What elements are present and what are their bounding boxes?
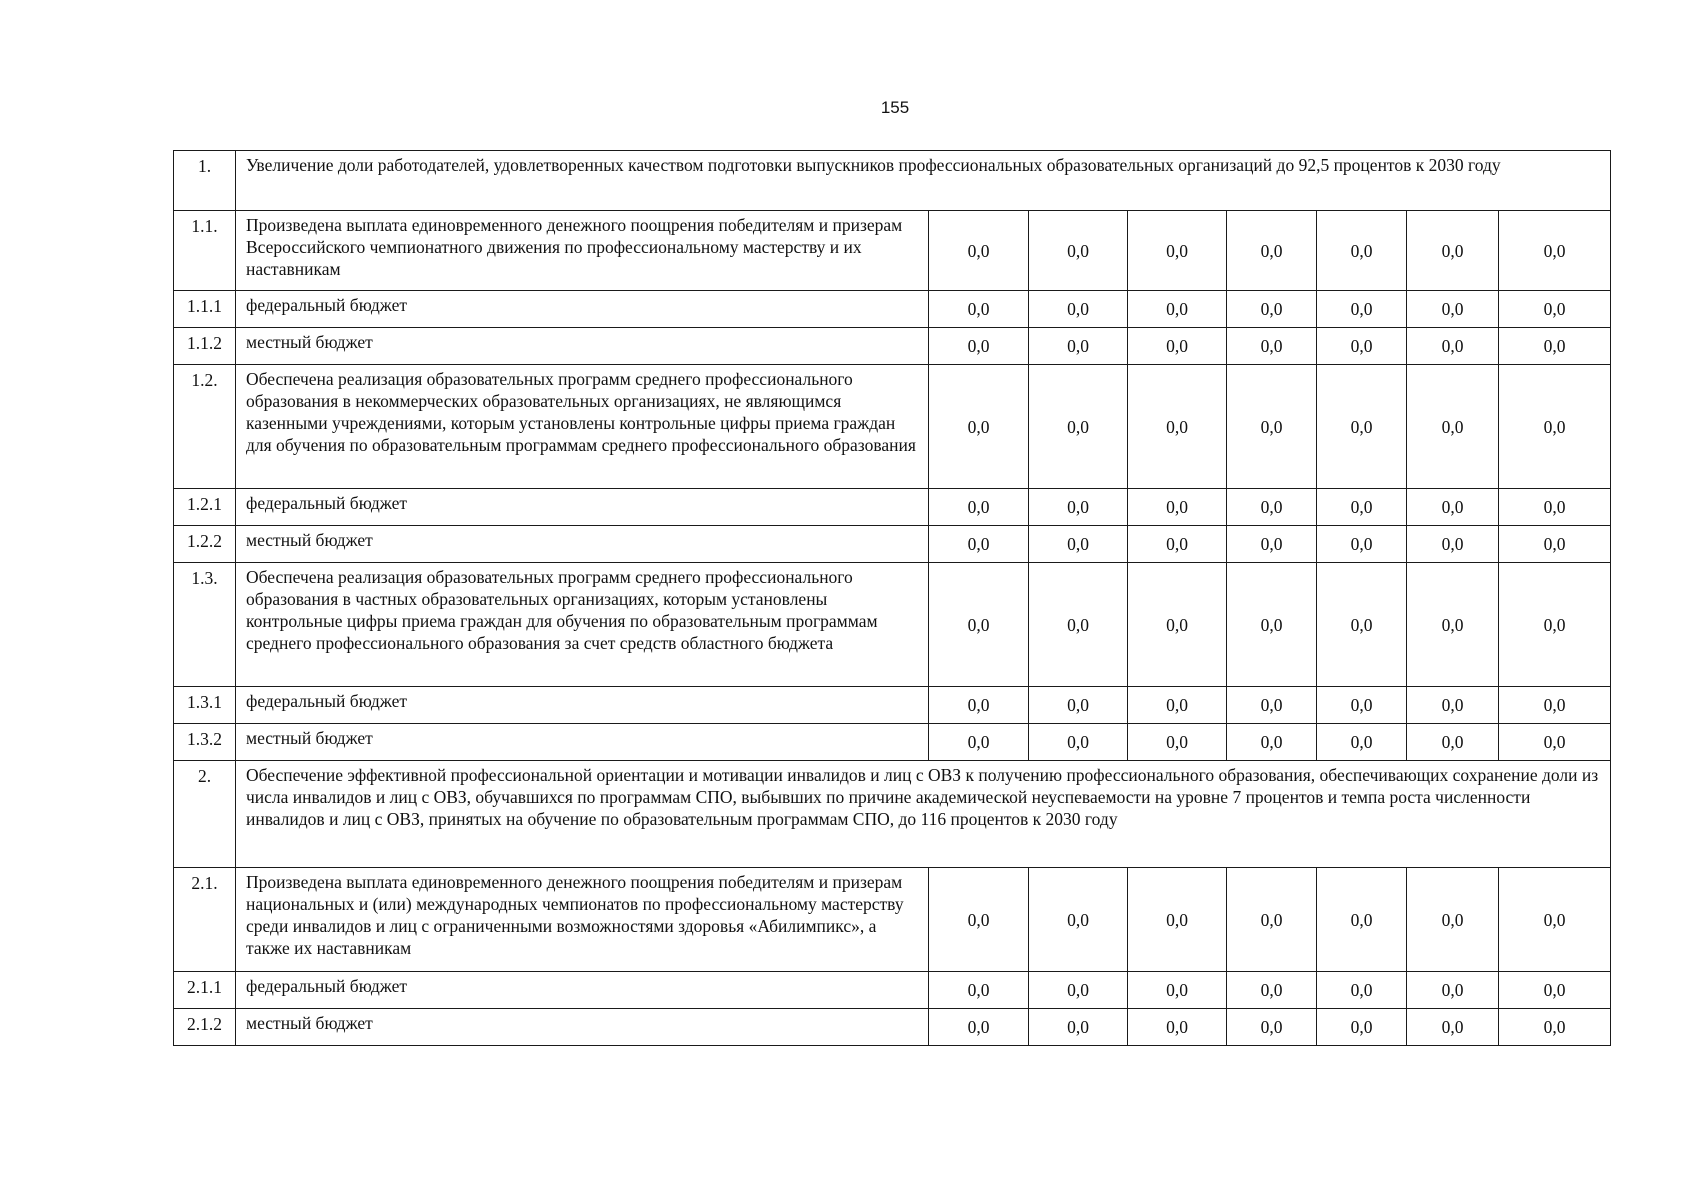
value-cell: 0,0 (1317, 563, 1407, 687)
row-description: местный бюджет (236, 1009, 929, 1046)
value-cell: 0,0 (1227, 1009, 1317, 1046)
budget-source-row (174, 291, 1611, 328)
value-cell: 0,0 (1128, 868, 1227, 972)
value-cell: 0,0 (1317, 489, 1407, 526)
row-number: 1.1.1 (174, 291, 236, 328)
row-number: 1.2.1 (174, 489, 236, 526)
row-number: 1.2. (174, 365, 236, 489)
value-cell: 0,0 (1407, 211, 1499, 291)
value-cell: 0,0 (1227, 687, 1317, 724)
budget-source-row (174, 328, 1611, 365)
value-cell: 0,0 (1407, 868, 1499, 972)
value-cell: 0,0 (929, 291, 1029, 328)
row-number: 1.3.1 (174, 687, 236, 724)
value-cell: 0,0 (1029, 291, 1128, 328)
budget-source-row (174, 1009, 1611, 1046)
value-cell: 0,0 (1499, 291, 1611, 328)
value-cell: 0,0 (1499, 489, 1611, 526)
value-cell: 0,0 (1128, 563, 1227, 687)
value-cell: 0,0 (1499, 1009, 1611, 1046)
value-cell: 0,0 (1029, 526, 1128, 563)
row-number: 1.3.2 (174, 724, 236, 761)
value-cell: 0,0 (1317, 291, 1407, 328)
value-cell: 0,0 (1317, 1009, 1407, 1046)
value-cell: 0,0 (1317, 526, 1407, 563)
value-cell: 0,0 (1029, 687, 1128, 724)
value-cell: 0,0 (929, 868, 1029, 972)
value-cell: 0,0 (1227, 563, 1317, 687)
value-cell: 0,0 (1499, 724, 1611, 761)
value-cell: 0,0 (1029, 328, 1128, 365)
row-description: местный бюджет (236, 724, 929, 761)
item-row (174, 365, 1611, 489)
value-cell: 0,0 (1407, 291, 1499, 328)
value-cell: 0,0 (1317, 724, 1407, 761)
value-cell: 0,0 (1317, 868, 1407, 972)
value-cell: 0,0 (1128, 1009, 1227, 1046)
value-cell: 0,0 (1499, 687, 1611, 724)
row-number: 1. (174, 151, 236, 211)
row-description: Произведена выплата единовременного денежного поощрения победителям и призерам Всероссийского чемпионатного движения по профессиональному мастерству и их наставникам (236, 211, 929, 291)
page-number: 155 (880, 98, 910, 117)
row-description: Обеспечена реализация образовательных программ среднего профессионального образования в частных образовательных организациях, которым установлены контрольные цифры приема граждан для обучения по образовательным программам среднего профессионального образования за счет средств областного бюджета (236, 563, 929, 687)
value-cell: 0,0 (1407, 1009, 1499, 1046)
value-cell: 0,0 (929, 526, 1029, 563)
value-cell: 0,0 (1029, 211, 1128, 291)
row-description: федеральный бюджет (236, 687, 929, 724)
value-cell: 0,0 (1499, 211, 1611, 291)
item-row (174, 563, 1611, 687)
row-number: 2.1.1 (174, 972, 236, 1009)
value-cell: 0,0 (1128, 724, 1227, 761)
row-number: 1.2.2 (174, 526, 236, 563)
value-cell: 0,0 (929, 211, 1029, 291)
value-cell: 0,0 (1499, 526, 1611, 563)
value-cell: 0,0 (929, 1009, 1029, 1046)
value-cell: 0,0 (1128, 687, 1227, 724)
value-cell: 0,0 (1499, 328, 1611, 365)
row-description: федеральный бюджет (236, 291, 929, 328)
value-cell: 0,0 (1499, 868, 1611, 972)
item-row (174, 868, 1611, 972)
item-row (174, 211, 1611, 291)
value-cell: 0,0 (1407, 724, 1499, 761)
value-cell: 0,0 (1407, 687, 1499, 724)
value-cell: 0,0 (1128, 526, 1227, 563)
value-cell: 0,0 (1227, 328, 1317, 365)
value-cell: 0,0 (1029, 489, 1128, 526)
row-number: 1.1.2 (174, 328, 236, 365)
row-description: Произведена выплата единовременного денежного поощрения победителям и призерам национальных и (или) международных чемпионатов по профессиональному мастерству среди инвалидов и лиц с ограниченными возможностями здоровья «Абилимпикс», а также их наставникам (236, 868, 929, 972)
value-cell: 0,0 (1499, 563, 1611, 687)
budget-source-row (174, 526, 1611, 563)
value-cell: 0,0 (1029, 563, 1128, 687)
row-description: Обеспечена реализация образовательных программ среднего профессионального образования в некоммерческих образовательных организациях, не являющимся казенными учреждениями, которым установлены контрольные цифры приема граждан для обучения по образовательным программам среднего профессионального образования (236, 365, 929, 489)
value-cell: 0,0 (929, 724, 1029, 761)
value-cell: 0,0 (1227, 365, 1317, 489)
value-cell: 0,0 (1128, 972, 1227, 1009)
value-cell: 0,0 (1029, 972, 1128, 1009)
row-number: 2.1. (174, 868, 236, 972)
value-cell: 0,0 (1128, 211, 1227, 291)
value-cell: 0,0 (1407, 489, 1499, 526)
value-cell: 0,0 (1029, 724, 1128, 761)
value-cell: 0,0 (929, 563, 1029, 687)
value-cell: 0,0 (1407, 972, 1499, 1009)
goal-text: Обеспечение эффективной профессиональной ориентации и мотивации инвалидов и лиц с ОВЗ к получению профессионального образования, обеспечивающих сохранение доли из числа инвалидов и лиц с ОВЗ, обучавшихся по программам СПО, выбывших по причине академической неуспеваемости на уровне 7 процентов и темпа роста численности инвалидов и лиц с ОВЗ, принятых на обучение по образовательным программам СПО, до 116 процентов к 2030 году (236, 761, 1611, 868)
value-cell: 0,0 (1407, 328, 1499, 365)
value-cell: 0,0 (1317, 972, 1407, 1009)
value-cell: 0,0 (1128, 328, 1227, 365)
value-cell: 0,0 (1128, 291, 1227, 328)
row-number: 2.1.2 (174, 1009, 236, 1046)
row-number: 2. (174, 761, 236, 868)
value-cell: 0,0 (1317, 328, 1407, 365)
row-number: 1.3. (174, 563, 236, 687)
value-cell: 0,0 (1227, 211, 1317, 291)
budget-source-row (174, 687, 1611, 724)
value-cell: 0,0 (1317, 211, 1407, 291)
value-cell: 0,0 (929, 972, 1029, 1009)
value-cell: 0,0 (1227, 526, 1317, 563)
value-cell: 0,0 (1407, 365, 1499, 489)
value-cell: 0,0 (1029, 365, 1128, 489)
value-cell: 0,0 (1407, 526, 1499, 563)
value-cell: 0,0 (1128, 365, 1227, 489)
value-cell: 0,0 (1227, 291, 1317, 328)
value-cell: 0,0 (1227, 489, 1317, 526)
row-description: местный бюджет (236, 526, 929, 563)
value-cell: 0,0 (1317, 365, 1407, 489)
budget-source-row (174, 972, 1611, 1009)
value-cell: 0,0 (1499, 365, 1611, 489)
value-cell: 0,0 (929, 365, 1029, 489)
row-number: 1.1. (174, 211, 236, 291)
budget-source-row (174, 489, 1611, 526)
goal-text: Увеличение доли работодателей, удовлетворенных качеством подготовки выпускников профессиональных образовательных организаций до 92,5 процентов к 2030 году (236, 151, 1611, 211)
goal-row (174, 761, 1611, 868)
value-cell: 0,0 (1029, 1009, 1128, 1046)
value-cell: 0,0 (1227, 724, 1317, 761)
value-cell: 0,0 (929, 328, 1029, 365)
value-cell: 0,0 (1227, 868, 1317, 972)
budget-source-row (174, 724, 1611, 761)
value-cell: 0,0 (1499, 972, 1611, 1009)
value-cell: 0,0 (1029, 868, 1128, 972)
value-cell: 0,0 (929, 489, 1029, 526)
goal-row (174, 151, 1611, 211)
value-cell: 0,0 (1317, 687, 1407, 724)
budget-table (173, 150, 1611, 1046)
value-cell: 0,0 (929, 687, 1029, 724)
row-description: федеральный бюджет (236, 972, 929, 1009)
value-cell: 0,0 (1128, 489, 1227, 526)
value-cell: 0,0 (1407, 563, 1499, 687)
row-description: федеральный бюджет (236, 489, 929, 526)
row-description: местный бюджет (236, 328, 929, 365)
value-cell: 0,0 (1227, 972, 1317, 1009)
